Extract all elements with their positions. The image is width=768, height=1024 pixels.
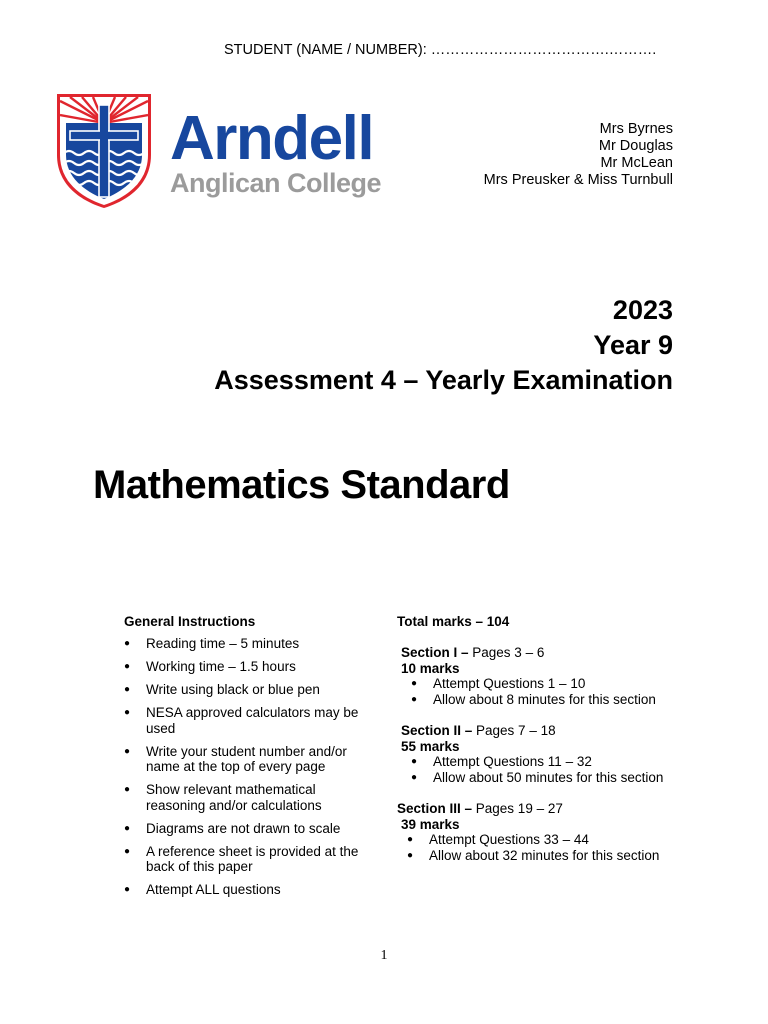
teacher-name: Mr McLean [600,155,673,171]
page-number: 1 [380,948,388,963]
section-item: ● Allow about 50 minutes for this section [411,770,697,786]
general-instructions-heading: General Instructions [124,614,256,629]
college-crest-logo [56,93,152,208]
college-name [170,104,382,198]
student-name-number-line: STUDENT (NAME / NUMBER): ……………………………….………. [224,42,657,58]
section-item: ● Allow about 32 minutes for this section [407,848,697,864]
section-pages: Pages 7 – 18 [472,723,556,738]
exam-grade: Year 9 [593,330,673,360]
instruction-list [124,636,369,898]
instruction-item: ● Diagrams are not drawn to scale [124,821,369,837]
teacher-name: Mr Douglas [598,138,673,154]
exam-assessment-title: Assessment 4 – Yearly Examination [214,365,673,395]
section-marks: 10 marks [401,660,460,676]
section-item: ● Allow about 8 minutes for this section [411,692,697,708]
instruction-item: ● Working time – 1.5 hours [124,659,369,675]
exam-info [214,293,673,398]
section-item: ● Attempt Questions 1 – 10 [411,676,697,692]
subject-title: Mathematics Standard [93,463,510,507]
general-instructions [124,614,369,905]
section-name: Section III – [397,801,473,816]
section-item: ● Attempt Questions 33 – 44 [407,832,697,848]
instruction-item: ● NESA approved calculators may be used [124,705,369,736]
section-2 [397,723,697,785]
instruction-item: ● Write your student number and/or name at the top of every page [124,744,369,775]
section-marks: 55 marks [401,738,460,754]
college-name-line2: Anglican College [170,168,382,198]
exam-year: 2023 [612,295,673,325]
section-3 [397,801,697,863]
teacher-list [484,121,673,189]
teacher-name: Mrs Preusker & Miss Turnbull [483,172,673,188]
college-name-line1: Arndell [170,104,374,173]
section-marks: 39 marks [401,816,460,832]
teacher-name: Mrs Byrnes [599,121,673,137]
total-marks: Total marks – 104 [397,614,510,629]
instruction-item: ● Reading time – 5 minutes [124,636,369,652]
section-pages: Pages 19 – 27 [472,801,563,816]
instruction-item: ● Show relevant mathematical reasoning and/or calculations [124,782,369,813]
instruction-item: ● Attempt ALL questions [124,882,369,898]
section-name: Section II – [401,723,473,738]
instruction-item: ● Write using black or blue pen [124,682,369,698]
section-name: Section I – [401,645,469,660]
section-1 [397,645,697,707]
instruction-item: ● A reference sheet is provided at the back of this paper [124,844,369,875]
section-pages: Pages 3 – 6 [468,645,545,660]
marks-summary [397,614,697,879]
section-item: ● Attempt Questions 11 – 32 [411,754,697,770]
